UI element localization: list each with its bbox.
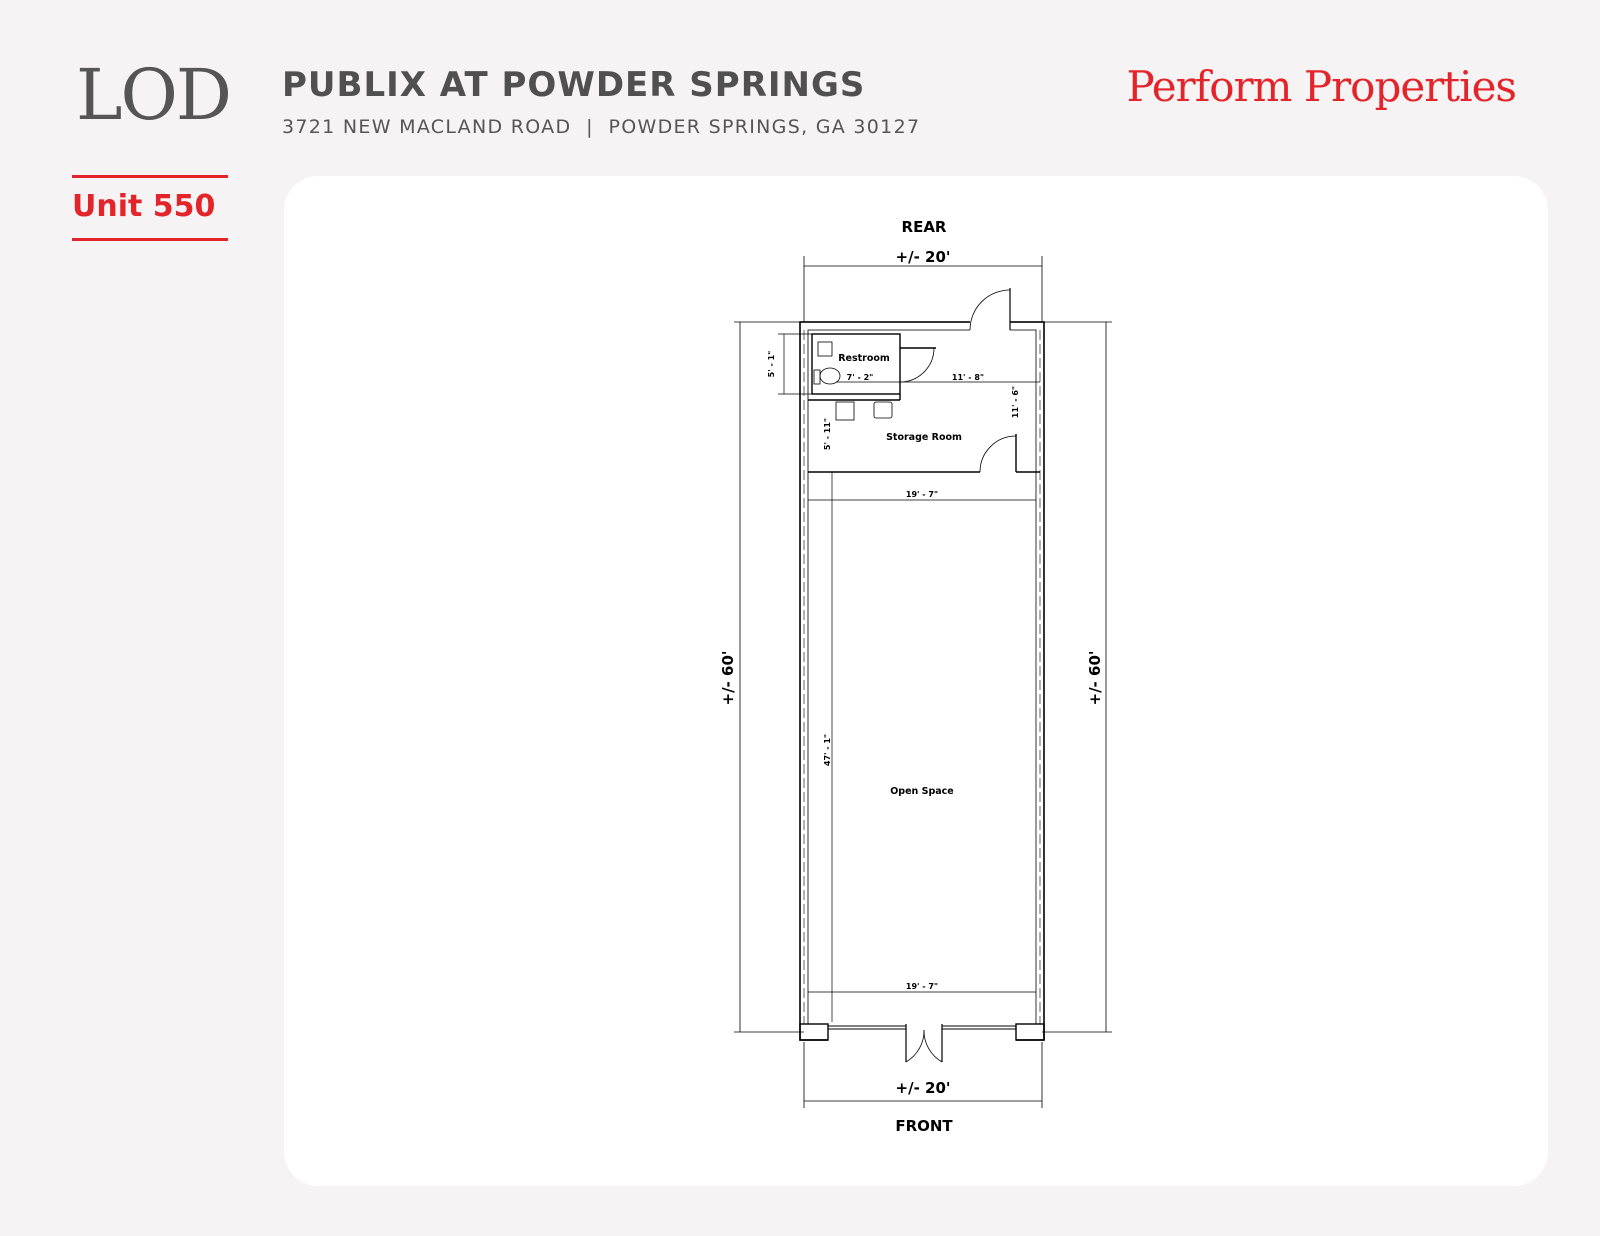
left-depth-label: +/- 60' — [719, 650, 737, 706]
corridor-width-label: 11' - 8" — [951, 373, 985, 382]
top-width-label: +/- 20' — [895, 248, 951, 266]
unit-label: Unit 550 — [72, 189, 216, 224]
floor-plan — [284, 176, 1548, 1186]
unit-badge — [72, 175, 228, 241]
corridor-depth-label: 11' - 6" — [1011, 385, 1020, 419]
storefront — [800, 1022, 1044, 1062]
bottom-width-label: +/- 20' — [895, 1079, 951, 1097]
rear-door — [970, 288, 1010, 334]
restroom-label: Restroom — [838, 353, 890, 364]
open-depth-label: 47' - 1" — [823, 733, 832, 767]
restroom-height-label: 5' - 1" — [767, 350, 776, 378]
rear-label: REAR — [901, 218, 947, 236]
interior-width-bottom-label: 19' - 7" — [905, 982, 939, 991]
restroom-width-label: 7' - 2" — [846, 373, 874, 382]
lod-logo: LOD — [76, 54, 230, 136]
restroom — [812, 334, 936, 394]
right-depth-label: +/- 60' — [1086, 650, 1104, 706]
property-title: PUBLIX AT POWDER SPRINGS — [282, 65, 866, 105]
left-depth-dimension — [734, 322, 804, 1032]
floor-plan-panel — [284, 176, 1548, 1186]
property-address: 3721 NEW MACLAND ROAD | POWDER SPRINGS, GA 30127 — [282, 116, 921, 138]
perform-properties-logo: Perform Properties — [1126, 62, 1516, 111]
open-space-label: Open Space — [890, 786, 954, 797]
bottom-width-dimension — [804, 1042, 1042, 1108]
interior-width-top-label: 19' - 7" — [905, 490, 939, 499]
storage-room-label: Storage Room — [886, 432, 962, 443]
storage-depth-label: 5' - 11" — [823, 417, 832, 451]
exterior-walls — [800, 322, 1044, 1040]
restroom-height-dimension — [778, 334, 812, 394]
front-label: FRONT — [895, 1117, 953, 1135]
